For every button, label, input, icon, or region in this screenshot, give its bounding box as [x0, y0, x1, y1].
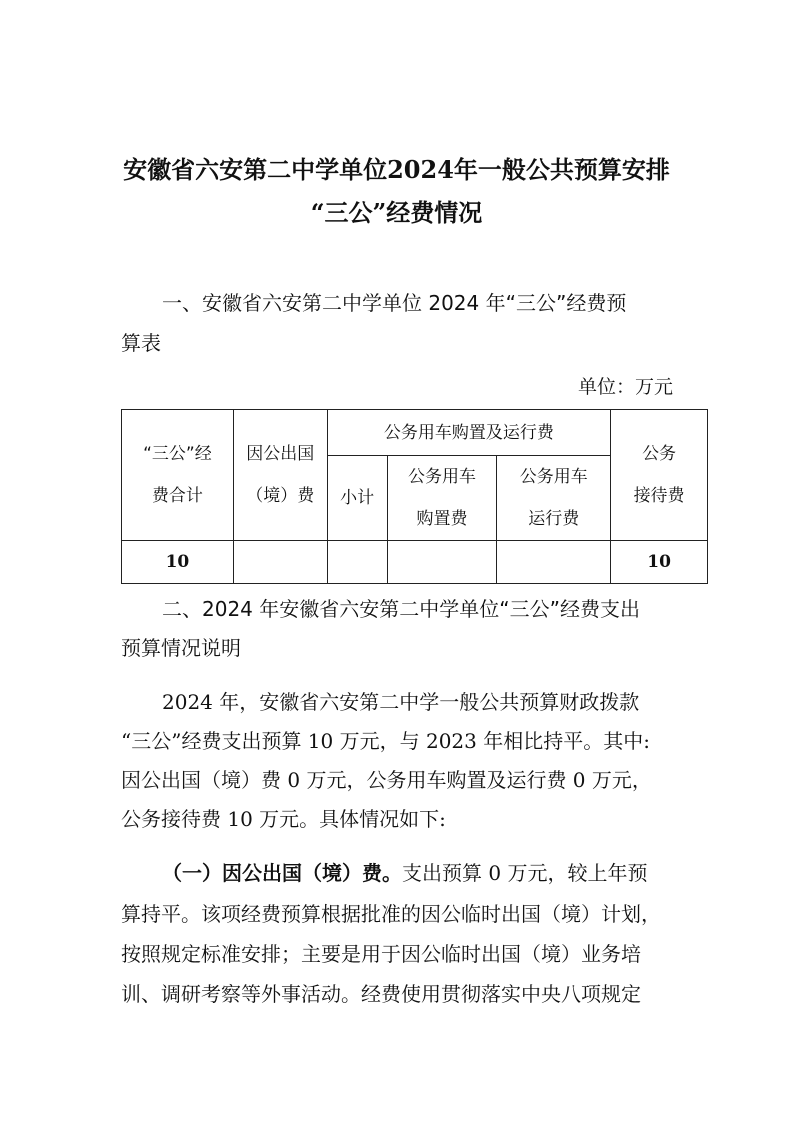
- header-abroad-line-1: 因公出国: [246, 444, 315, 464]
- three-public-expenses-table: [121, 409, 708, 584]
- paragraph-2-lead: （一）因公出国（境）费。: [162, 861, 402, 885]
- header-total-line-2: 费合计: [151, 486, 203, 506]
- header-reception-line-2: 接待费: [633, 486, 685, 506]
- header-purchase-cell: [387, 456, 497, 541]
- paragraph-2-line-4: 训、调研考察等外事活动。经费使用贯彻落实中央八项规定: [121, 982, 641, 1006]
- paragraph-1-line-2: “三公”经费支出预算 10 万元，与 2023 年相比持平。其中:: [121, 729, 650, 753]
- paragraph-1-line-3: 因公出国（境）费 0 万元，公务用车购置及运行费 0 万元，: [121, 768, 652, 792]
- paragraph-2-line-3: 按照规定标准安排；主要是用于因公临时出国（境）业务培: [121, 942, 641, 966]
- header-vehicle: 公务用车购置及运行费: [327, 410, 610, 456]
- section-1-heading: 一、安徽省六安第二中学单位 2024 年“三公”经费预: [162, 291, 627, 315]
- header-abroad-cell: [233, 410, 327, 541]
- cell-operate: [497, 541, 611, 584]
- header-reception-cell: [611, 410, 708, 541]
- header-reception-line-1: 公务: [642, 444, 677, 464]
- cell-reception: 10: [611, 541, 708, 584]
- section-2-heading: 二、2024 年安徽省六安第二中学单位“三公”经费支出: [162, 597, 640, 621]
- header-operate-line-1: 公务用车: [519, 467, 588, 487]
- unit-label: 单位：万元: [577, 376, 673, 398]
- header-operate-cell: [497, 456, 611, 541]
- header-purchase-line-1: 公务用车: [407, 467, 476, 487]
- cell-subtotal: [327, 541, 387, 584]
- document-title-line-2: “三公”经费情况: [310, 198, 483, 227]
- paragraph-1-line-1: 2024 年，安徽省六安第二中学一般公共预算财政拨款: [162, 690, 640, 714]
- paragraph-2-line-1: [162, 857, 647, 886]
- section-2-heading-cont: 预算情况说明: [121, 636, 241, 660]
- header-total-line-1: “三公”经: [143, 444, 212, 464]
- cell-abroad: [233, 541, 327, 584]
- paragraph-2-line-2: 算持平。该项经费预算根据批准的因公临时出国（境）计划，: [121, 902, 661, 926]
- header-total-cell: [122, 410, 234, 541]
- section-1-heading-cont: 算表: [121, 331, 161, 355]
- header-abroad-line-2: （境）费: [246, 486, 315, 506]
- paragraph-2-line-1-rest: 支出预算 0 万元，较上年预: [402, 861, 648, 885]
- cell-purchase: [387, 541, 497, 584]
- header-subtotal: 小计: [327, 456, 387, 541]
- cell-total: 10: [122, 541, 234, 584]
- header-operate-line-2: 运行费: [528, 509, 580, 529]
- header-purchase-line-2: 购置费: [416, 509, 468, 529]
- document-title-line-1: 安徽省六安第二中学单位2024年一般公共预算安排: [123, 155, 670, 184]
- paragraph-1-line-4: 公务接待费 10 万元。具体情况如下:: [121, 807, 446, 831]
